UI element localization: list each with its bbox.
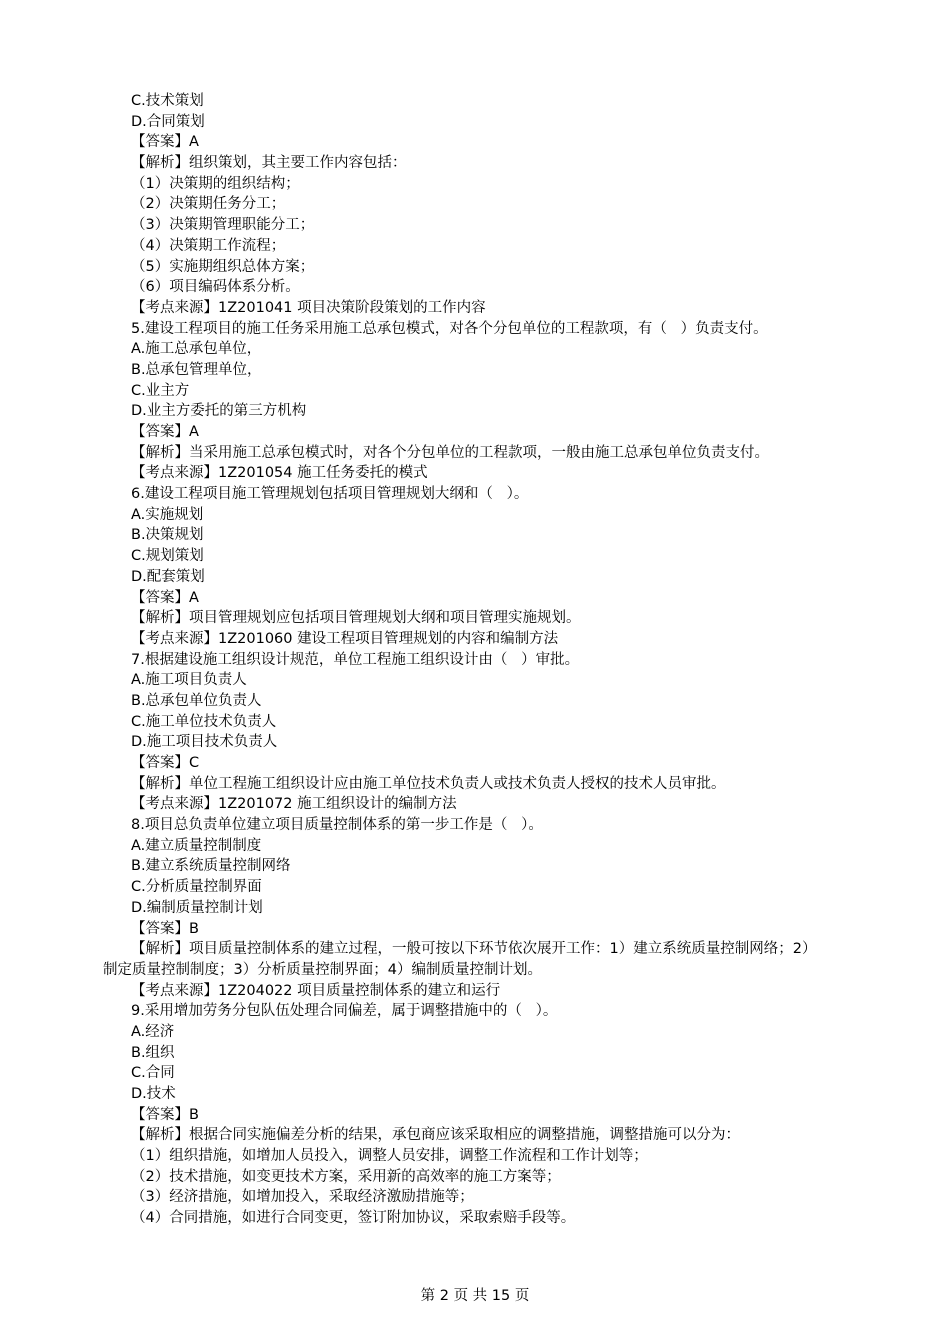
text-line: 【考点来源】1Z204022 项目质量控制体系的建立和运行	[131, 982, 501, 999]
text-line: B.总承包单位负责人	[131, 692, 262, 709]
text-line: D.配套策划	[131, 568, 205, 585]
text-line: B.决策规划	[131, 527, 204, 544]
text-line: B.组织	[131, 1044, 175, 1061]
text-line: （2）决策期任务分工；	[131, 196, 286, 213]
text-line: 【考点来源】1Z201060 建设工程项目管理规划的内容和编制方法	[131, 630, 559, 647]
text-line: 【解析】单位工程施工组织设计应由施工单位技术负责人或技术负责人授权的技术人员审批。	[131, 775, 726, 792]
text-line: 7.根据建设施工组织设计规范，单位工程施工组织设计由（ ）审批。	[131, 651, 580, 668]
text-line: D.合同策划	[131, 113, 205, 130]
text-line: A.施工项目负责人	[131, 672, 247, 689]
text-line: C.规划策划	[131, 548, 204, 565]
text-line: C.合同	[131, 1065, 175, 1082]
text-line: D.业主方委托的第三方机构	[131, 403, 307, 420]
text-line: D.编制质量控制计划	[131, 899, 263, 916]
document-body	[0, 91, 950, 1229]
text-line: 【考点来源】1Z201041 项目决策阶段策划的工作内容	[131, 299, 486, 316]
text-line: 【解析】当采用施工总承包模式时，对各个分包单位的工程款项，一般由施工总承包单位负责支付。	[131, 444, 769, 461]
text-line: 【答案】B	[131, 920, 199, 937]
text-line: A.建立质量控制制度	[131, 837, 262, 854]
text-line: B.总承包管理单位，	[131, 361, 262, 378]
text-line: 【答案】C	[131, 755, 200, 771]
text-line: 6.建设工程项目施工管理规划包括项目管理规划大纲和（ ）。	[131, 486, 529, 503]
text-line: （1）组织措施，如增加人员投入，调整人员安排，调整工作流程和工作计划等；	[131, 1148, 648, 1165]
text-line: A.经济	[131, 1023, 175, 1040]
text-line: （1）决策期的组织结构；	[131, 175, 300, 192]
text-line: C.分析质量控制界面	[131, 879, 262, 896]
text-line: A.实施规划	[131, 506, 204, 523]
text-line: （4）决策期工作流程；	[131, 237, 286, 254]
text-line: 【答案】A	[131, 589, 199, 606]
text-line: 【考点来源】1Z201072 施工组织设计的编制方法	[131, 796, 457, 813]
text-line: 【解析】根据合同实施偏差分析的结果，承包商应该采取相应的调整措施，调整措施可以分为：	[131, 1127, 740, 1144]
text-line: 【解析】项目质量控制体系的建立过程，一般可按以下环节依次展开工作：1）建立系统质量控制网络；2）	[131, 941, 817, 958]
text-line: 【解析】组织策划，其主要工作内容包括：	[131, 155, 407, 172]
text-line: 制定质量控制制度；3）分析质量控制界面；4）编制质量控制计划。	[103, 961, 542, 978]
text-line: D.施工项目技术负责人	[131, 734, 278, 751]
text-line: （3）决策期管理职能分工；	[131, 217, 315, 234]
text-line: C.业主方	[131, 382, 190, 399]
text-line: （4）合同措施，如进行合同变更，签订附加协议，采取索赔手段等。	[131, 1210, 576, 1227]
text-line: 【答案】B	[131, 1106, 199, 1123]
text-line: 8.项目总负责单位建立项目质量控制体系的第一步工作是（ ）。	[131, 817, 543, 834]
text-line: 【答案】A	[131, 134, 199, 151]
text-line: A.施工总承包单位，	[131, 341, 262, 358]
text-line: 5.建设工程项目的施工任务采用施工总承包模式，对各个分包单位的工程款项，有（ ）负责支付。	[131, 320, 768, 337]
text-line: （6）项目编码体系分析。	[131, 279, 300, 296]
text-line: （5）实施期组织总体方案；	[131, 258, 315, 275]
text-line: 【解析】项目管理规划应包括项目管理规划大纲和项目管理实施规划。	[131, 610, 581, 627]
text-line: B.建立系统质量控制网络	[131, 858, 291, 875]
text-line: C.施工单位技术负责人	[131, 713, 277, 730]
text-line: 9.采用增加劳务分包队伍处理合同偏差，属于调整措施中的（ ）。	[131, 1003, 558, 1020]
text-line: C.技术策划	[131, 93, 204, 109]
text-line: （3）经济措施，如增加投入，采取经济激励措施等；	[131, 1189, 474, 1206]
text-line: 【答案】A	[131, 424, 199, 440]
text-line: 【考点来源】1Z201054 施工任务委托的模式	[131, 465, 428, 482]
text-line: D.技术	[131, 1086, 176, 1102]
page-footer: 第 2 页 共 15 页	[420, 1288, 530, 1304]
text-line: （2）技术措施，如变更技术方案，采用新的高效率的施工方案等；	[131, 1168, 561, 1185]
